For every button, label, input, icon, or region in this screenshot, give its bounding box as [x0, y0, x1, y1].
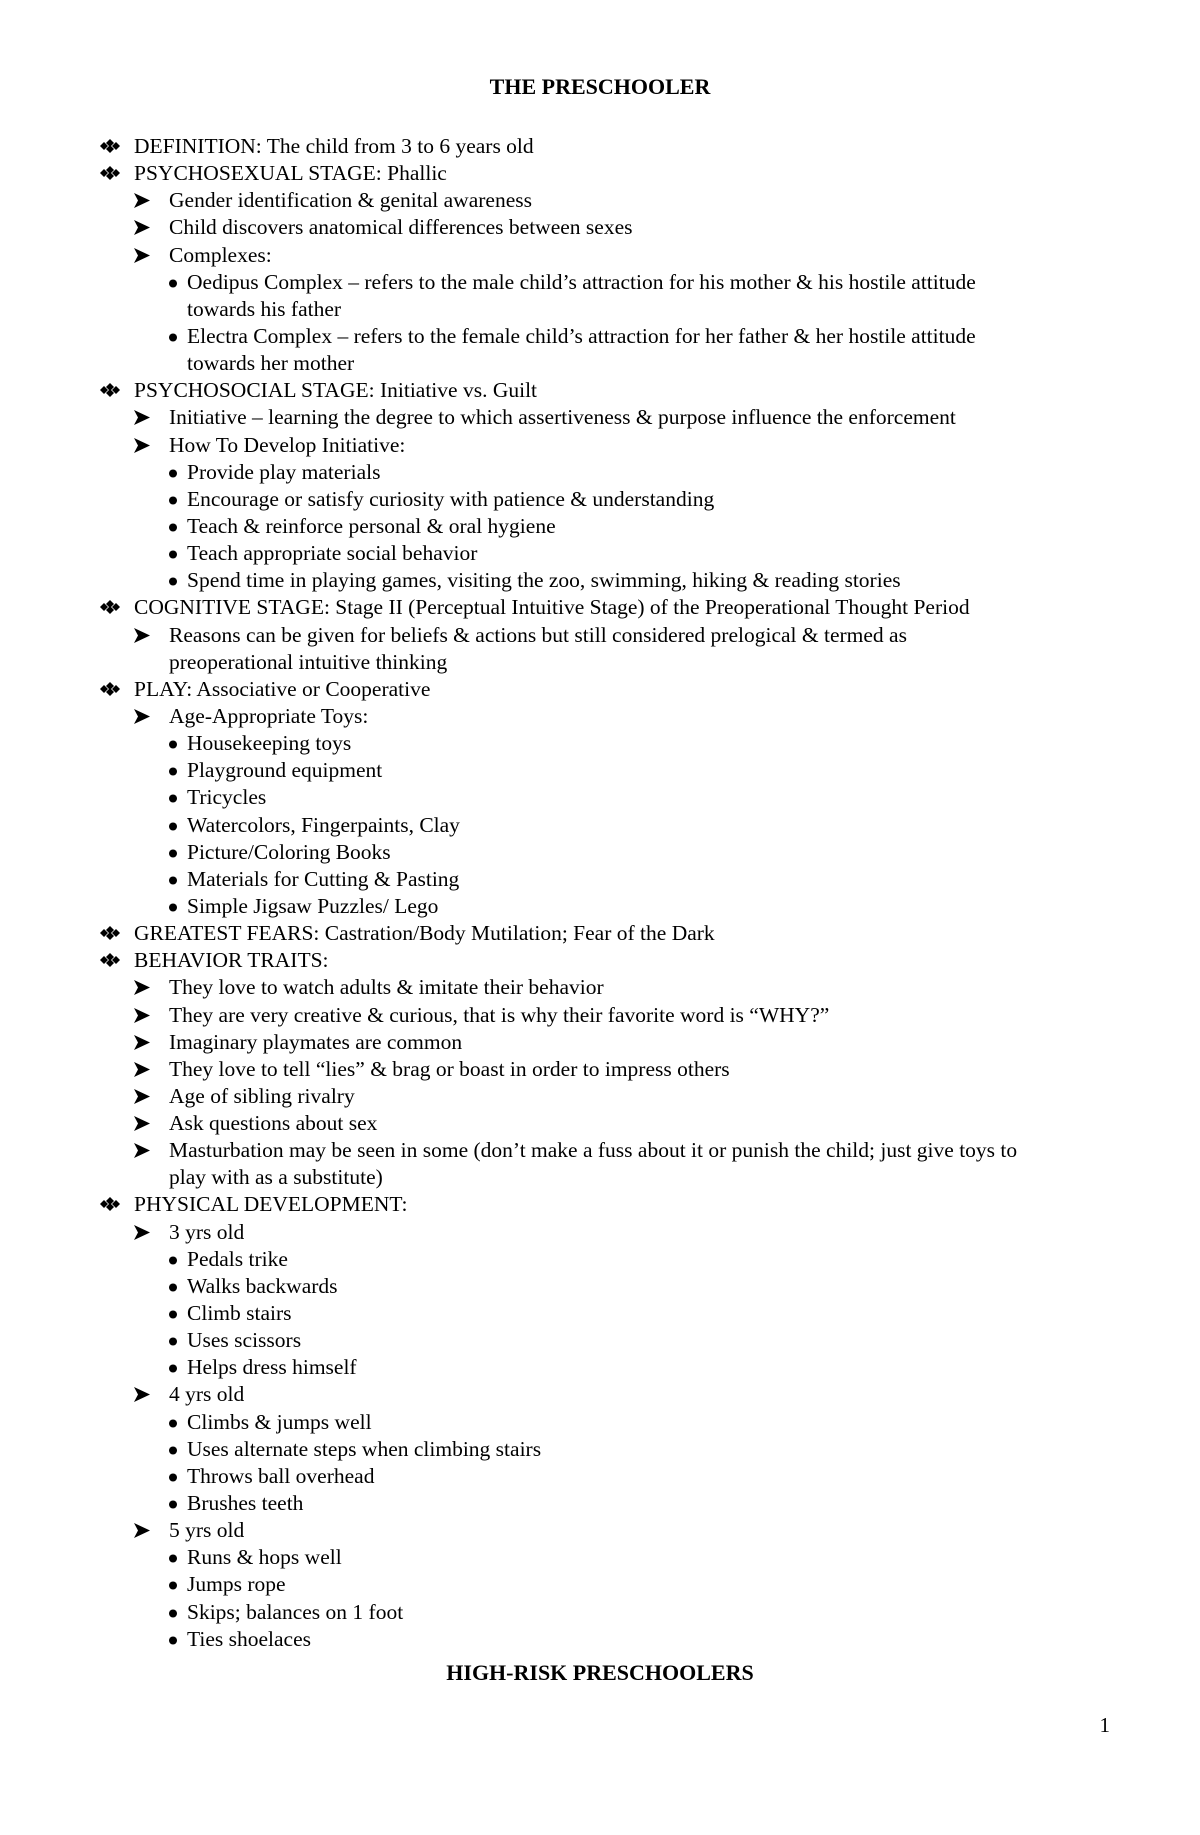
- outline-item-text: Ask questions about sex: [169, 1111, 378, 1136]
- arrow-bullet-icon: [133, 1029, 155, 1056]
- outline-item-level-2: [0, 974, 1200, 1001]
- dot-bullet-icon: [168, 1626, 186, 1653]
- dot-bullet-icon: [168, 513, 186, 540]
- dot-bullet-icon: [168, 1571, 186, 1598]
- outline-item-level-3: [0, 1354, 1200, 1381]
- outline-item-text: They are very creative & curious, that is why their favorite word is “WHY?”: [169, 1002, 830, 1027]
- outline-item-text: Electra Complex – refers to the female child’s attraction for her father & her hostile attitude: [187, 323, 976, 348]
- outline-item-text: Age-Appropriate Toys:: [169, 703, 369, 728]
- arrow-bullet-icon: [133, 1137, 155, 1164]
- outline-item-level-2: [0, 649, 1200, 676]
- outline-item-text: 3 yrs old: [169, 1219, 245, 1244]
- diamond-bullet-icon: [100, 920, 122, 947]
- dot-bullet-icon: [168, 323, 186, 350]
- outline-item-text: BEHAVIOR TRAITS:: [134, 948, 329, 973]
- dot-bullet-icon: [168, 866, 186, 893]
- outline-item-level-2: [0, 1137, 1200, 1164]
- outline-item-text: Provide play materials: [187, 459, 381, 484]
- outline-item-level-1: [0, 377, 1200, 404]
- outline-item-text: Materials for Cutting & Pasting: [187, 866, 460, 891]
- diamond-bullet-icon: [100, 676, 122, 703]
- dot-bullet-icon: [168, 812, 186, 839]
- outline-item-text: Picture/Coloring Books: [187, 839, 391, 864]
- arrow-bullet-icon: [133, 214, 155, 241]
- outline-item-level-3: [0, 459, 1200, 486]
- outline-item-level-3: [0, 1246, 1200, 1273]
- outline-item-level-3: [0, 1544, 1200, 1571]
- outline-item-text: Teach appropriate social behavior: [187, 541, 478, 566]
- outline-item-text: Teach & reinforce personal & oral hygiene: [187, 513, 556, 538]
- outline-item-level-3: [0, 513, 1200, 540]
- outline-item-level-3: [0, 730, 1200, 757]
- arrow-bullet-icon: [133, 1517, 155, 1544]
- dot-bullet-icon: [168, 1463, 186, 1490]
- dot-bullet-icon: [168, 1273, 186, 1300]
- outline-item-level-1: [0, 133, 1200, 160]
- outline-item-level-2: [0, 404, 1200, 431]
- outline-item-text: How To Develop Initiative:: [169, 432, 406, 457]
- outline-item-level-2: [0, 1219, 1200, 1246]
- outline-item-level-1: [0, 594, 1200, 621]
- arrow-bullet-icon: [133, 1110, 155, 1137]
- outline-item-level-2: [0, 1056, 1200, 1083]
- outline-item-level-2: [0, 1029, 1200, 1056]
- dot-bullet-icon: [168, 486, 186, 513]
- dot-bullet-icon: [168, 567, 186, 594]
- outline-item-text: Brushes teeth: [187, 1491, 304, 1516]
- outline-item-level-3: [0, 1436, 1200, 1463]
- arrow-bullet-icon: [133, 432, 155, 459]
- dot-bullet-icon: [168, 459, 186, 486]
- diamond-bullet-icon: [100, 133, 122, 160]
- arrow-bullet-icon: [133, 622, 155, 649]
- arrow-bullet-icon: [133, 1219, 155, 1246]
- outline-item-level-3: [0, 567, 1200, 594]
- outline-item-text: Helps dress himself: [187, 1355, 357, 1380]
- outline-item-text: Uses alternate steps when climbing stairs: [187, 1436, 542, 1461]
- outline-item-level-3: [0, 893, 1200, 920]
- outline-item-level-1: [0, 160, 1200, 187]
- outline-item-level-3: [0, 784, 1200, 811]
- outline-item-text: Spend time in playing games, visiting the zoo, swimming, hiking & reading stories: [187, 568, 901, 593]
- outline-item-text: Jumps rope: [187, 1572, 286, 1597]
- outline-item-level-2: [0, 622, 1200, 649]
- outline-list: [0, 133, 1200, 1653]
- outline-item-level-3: [0, 350, 1200, 377]
- outline-item-level-3: [0, 1327, 1200, 1354]
- outline-item-text: play with as a substitute): [169, 1165, 383, 1190]
- dot-bullet-icon: [168, 893, 186, 920]
- dot-bullet-icon: [168, 1544, 186, 1571]
- outline-item-level-2: [0, 432, 1200, 459]
- arrow-bullet-icon: [133, 1381, 155, 1408]
- outline-item-level-3: [0, 486, 1200, 513]
- dot-bullet-icon: [168, 1327, 186, 1354]
- arrow-bullet-icon: [133, 187, 155, 214]
- outline-item-level-3: [0, 866, 1200, 893]
- outline-item-text: Gender identification & genital awareness: [169, 188, 532, 213]
- dot-bullet-icon: [168, 784, 186, 811]
- outline-item-text: Initiative – learning the degree to which assertiveness & purpose influence the enforcement: [169, 405, 956, 430]
- dot-bullet-icon: [168, 1246, 186, 1273]
- outline-item-level-1: [0, 1191, 1200, 1218]
- page-number: 1: [1099, 1713, 1110, 1737]
- outline-item-text: They love to watch adults & imitate their behavior: [169, 975, 604, 1000]
- outline-item-text: Encourage or satisfy curiosity with patience & understanding: [187, 486, 715, 511]
- outline-item-text: PSYCHOSEXUAL STAGE: Phallic: [134, 161, 447, 186]
- arrow-bullet-icon: [133, 1002, 155, 1029]
- outline-item-level-1: [0, 920, 1200, 947]
- outline-item-text: Skips; balances on 1 foot: [187, 1599, 404, 1624]
- outline-item-level-3: [0, 1300, 1200, 1327]
- outline-item-level-3: [0, 757, 1200, 784]
- outline-item-text: Walks backwards: [187, 1273, 338, 1298]
- outline-item-text: GREATEST FEARS: Castration/Body Mutilation; Fear of the Dark: [134, 921, 715, 946]
- outline-item-level-2: [0, 1083, 1200, 1110]
- outline-item-level-2: [0, 1517, 1200, 1544]
- diamond-bullet-icon: [100, 160, 122, 187]
- dot-bullet-icon: [168, 1354, 186, 1381]
- outline-item-level-3: [0, 1273, 1200, 1300]
- outline-item-level-3: [0, 1463, 1200, 1490]
- arrow-bullet-icon: [133, 1083, 155, 1110]
- dot-bullet-icon: [168, 730, 186, 757]
- dot-bullet-icon: [168, 269, 186, 296]
- outline-item-level-3: [0, 1571, 1200, 1598]
- outline-item-text: COGNITIVE STAGE: Stage II (Perceptual Intuitive Stage) of the Preoperational Thought Period: [134, 595, 970, 620]
- diamond-bullet-icon: [100, 377, 122, 404]
- outline-item-level-3: [0, 540, 1200, 567]
- arrow-bullet-icon: [133, 242, 155, 269]
- outline-item-text: Runs & hops well: [187, 1545, 342, 1570]
- outline-item-text: Oedipus Complex – refers to the male child’s attraction for his mother & his hostile attitude: [187, 269, 976, 294]
- arrow-bullet-icon: [133, 703, 155, 730]
- outline-item-level-2: [0, 1110, 1200, 1137]
- outline-item-text: Climb stairs: [187, 1301, 292, 1326]
- dot-bullet-icon: [168, 1599, 186, 1626]
- dot-bullet-icon: [168, 1490, 186, 1517]
- outline-item-level-2: [0, 242, 1200, 269]
- outline-item-text: Masturbation may be seen in some (don’t make a fuss about it or punish the child; just give toys to: [169, 1138, 1018, 1163]
- outline-item-level-3: [0, 812, 1200, 839]
- outline-item-level-1: [0, 676, 1200, 703]
- outline-item-text: 5 yrs old: [169, 1518, 245, 1543]
- outline-item-level-3: [0, 296, 1200, 323]
- outline-item-text: They love to tell “lies” & brag or boast in order to impress others: [169, 1056, 730, 1081]
- dot-bullet-icon: [168, 1409, 186, 1436]
- outline-item-text: Simple Jigsaw Puzzles/ Lego: [187, 893, 439, 918]
- outline-item-text: Complexes:: [169, 242, 272, 267]
- outline-item-level-3: [0, 269, 1200, 296]
- document-title: THE PRESCHOOLER: [489, 74, 711, 99]
- outline-item-text: Playground equipment: [187, 758, 383, 783]
- diamond-bullet-icon: [100, 1191, 122, 1218]
- outline-item-text: PLAY: Associative or Cooperative: [134, 676, 431, 701]
- outline-item-text: PHYSICAL DEVELOPMENT:: [134, 1192, 408, 1217]
- dot-bullet-icon: [168, 1300, 186, 1327]
- outline-item-text: towards his father: [187, 296, 342, 321]
- arrow-bullet-icon: [133, 1056, 155, 1083]
- outline-item-text: Pedals trike: [187, 1246, 288, 1271]
- outline-item-level-3: [0, 839, 1200, 866]
- outline-item-level-3: [0, 1490, 1200, 1517]
- outline-item-level-2: [0, 1381, 1200, 1408]
- outline-item-level-2: [0, 187, 1200, 214]
- outline-item-level-2: [0, 703, 1200, 730]
- outline-item-text: Throws ball overhead: [187, 1463, 375, 1488]
- outline-item-level-3: [0, 1626, 1200, 1653]
- outline-item-level-3: [0, 1409, 1200, 1436]
- diamond-bullet-icon: [100, 947, 122, 974]
- dot-bullet-icon: [168, 540, 186, 567]
- outline-item-level-1: [0, 947, 1200, 974]
- outline-item-text: preoperational intuitive thinking: [169, 649, 448, 674]
- outline-item-text: Watercolors, Fingerpaints, Clay: [187, 812, 460, 837]
- outline-item-text: PSYCHOSOCIAL STAGE: Initiative vs. Guilt: [134, 378, 538, 403]
- outline-item-level-2: [0, 1164, 1200, 1191]
- outline-item-text: Imaginary playmates are common: [169, 1029, 463, 1054]
- outline-item-level-2: [0, 214, 1200, 241]
- outline-item-level-2: [0, 1002, 1200, 1029]
- outline-item-text: Ties shoelaces: [187, 1626, 312, 1651]
- outline-item-text: Tricycles: [187, 785, 267, 810]
- dot-bullet-icon: [168, 839, 186, 866]
- arrow-bullet-icon: [133, 974, 155, 1001]
- dot-bullet-icon: [168, 1436, 186, 1463]
- outline-item-text: Uses scissors: [187, 1328, 302, 1353]
- section-heading: HIGH-RISK PRESCHOOLERS: [446, 1660, 754, 1685]
- outline-item-level-3: [0, 1599, 1200, 1626]
- dot-bullet-icon: [168, 757, 186, 784]
- outline-item-text: DEFINITION: The child from 3 to 6 years old: [134, 134, 534, 158]
- outline-item-text: Reasons can be given for beliefs & actions but still considered prelogical & termed as: [169, 622, 907, 647]
- arrow-bullet-icon: [133, 404, 155, 431]
- outline-item-level-3: [0, 323, 1200, 350]
- outline-item-text: 4 yrs old: [169, 1382, 245, 1407]
- diamond-bullet-icon: [100, 594, 122, 621]
- outline-item-text: Age of sibling rivalry: [169, 1083, 355, 1108]
- outline-item-text: Child discovers anatomical differences between sexes: [169, 215, 633, 240]
- outline-item-text: towards her mother: [187, 351, 355, 376]
- outline-item-text: Climbs & jumps well: [187, 1409, 372, 1434]
- outline-item-text: Housekeeping toys: [187, 731, 352, 756]
